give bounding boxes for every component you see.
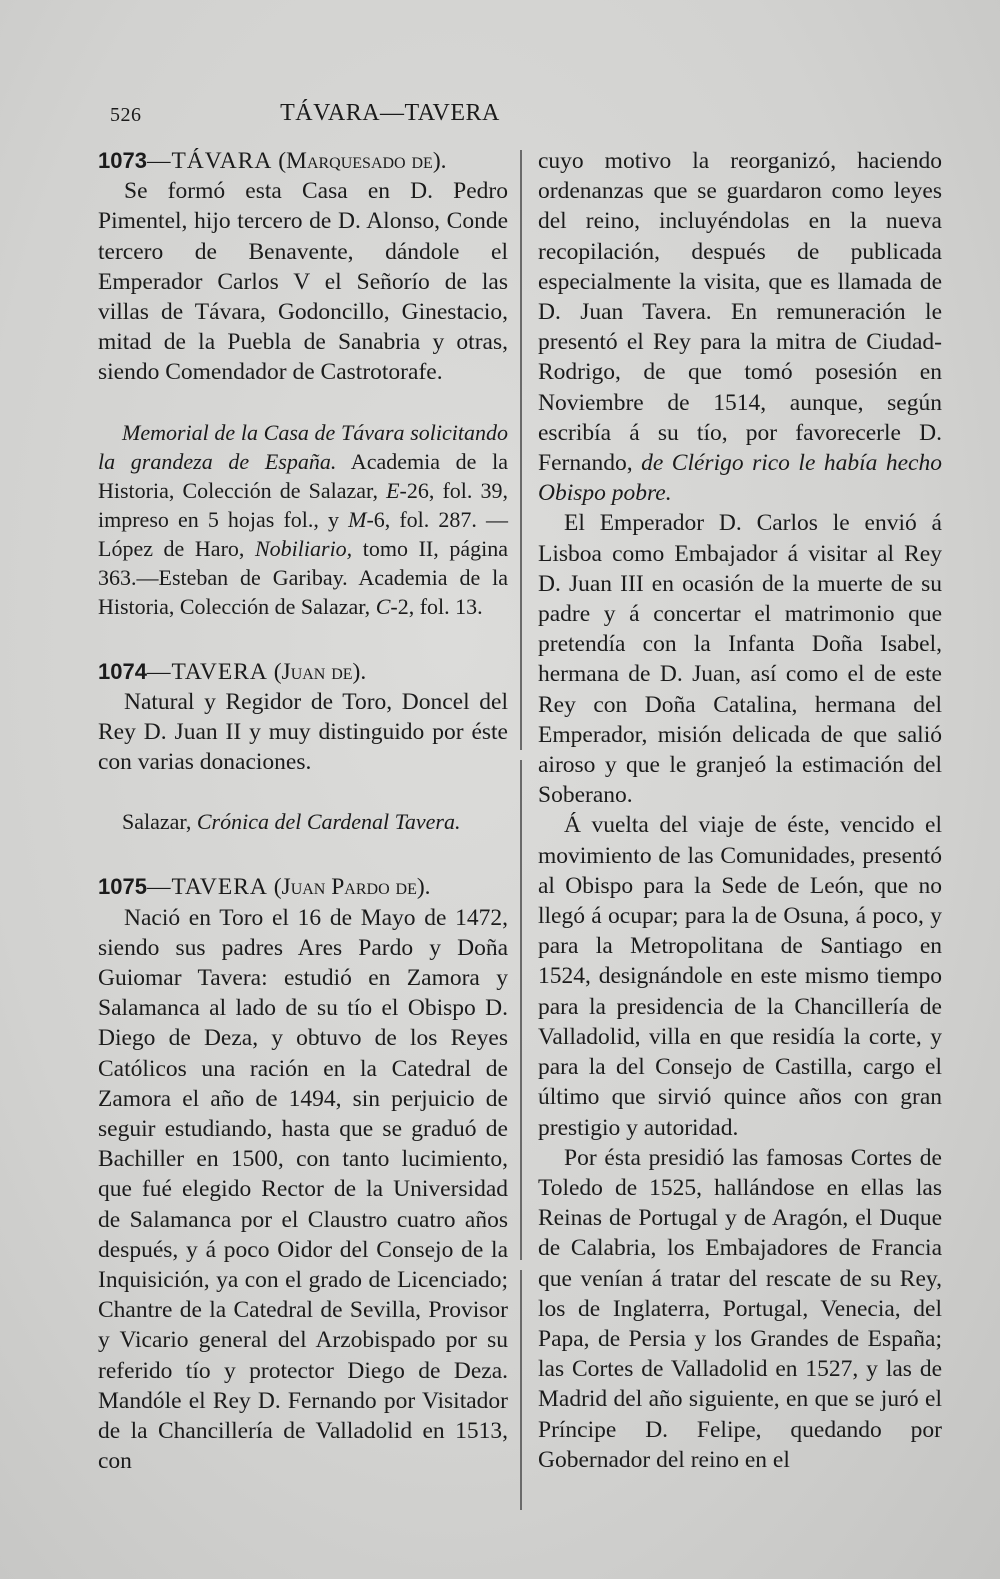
entry-1073-body: Se formó esta Casa en D. Pedro Pimentel, hijo tercero de D. Alonso, Conde tercero de Benavente, dándole el Emperador Carlos V el Señorío de las villas de Távara, Godoncillo, Ginestacio, mitad de la Puebla de Sanabria y otras, siendo Comendador de Castrotorafe. (98, 178, 508, 386)
ref-italic: E (386, 477, 400, 503)
entry-1074-references (98, 807, 508, 836)
entry-qualifier: (Juan Pardo de). (273, 874, 431, 901)
entry-name: —TAVERA (146, 658, 268, 685)
entry-qualifier: (Marquesado de). (278, 148, 447, 174)
quoted-phrase: de Clérigo rico le había hecho Obispo pobre. (538, 450, 942, 507)
entry-number: 1074 (98, 658, 147, 684)
entry-qualifier: (Juan de). (273, 658, 367, 685)
entry-1074-body: Natural y Regidor de Toro, Doncel del Rey D. Juan II y muy distinguido por éste con varias donaciones. (98, 688, 508, 776)
running-head (110, 100, 640, 132)
column-divider (520, 760, 522, 1260)
ref-text: tomo II, página 363.—Esteban de Garibay. Academia de la Historia, Colección de Salazar, (98, 535, 508, 619)
entry-1074-heading (98, 657, 508, 687)
entry-name: —TAVERA (146, 874, 268, 901)
page-number: 526 (110, 104, 142, 126)
right-paragraph-3: Á vuelta del viaje de éste, vencido el movimiento de las Comunidades, presentó al Obispo para la Sede de León, que no llegó á ocupar; para la de Osuna, á poco, y para la Metropolitana de Santiago en 1524, designándole en este mismo tiempo para la presidencia de la Chancillería de Valladolid, villa en que residía la corte, y para la del Consejo de Castilla, cargo el último que sirvió quince años con gran prestigio y autoridad. (538, 812, 942, 1141)
right-paragraph-2: El Emperador D. Carlos le envió á Lisboa como Embajador á visitar al Rey D. Juan III en ocasión de la muerte de su padre y á concertar el matrimonio que pretendía con la Infanta Doña Isabel, hermana de D. Juan, así como el de este Rey con Doña Catalina, hermana del Emperador, misión delicada de que salió airoso y que le granjeó la estimación del Soberano. (538, 510, 942, 809)
ref-italic: C (375, 593, 391, 619)
entry-1075-heading (98, 872, 508, 902)
spacer (98, 836, 508, 872)
column-divider (520, 1270, 522, 1510)
paragraph-text: cuyo motivo la reorganizó, haciendo ordenanzas que se guardaron como leyes del reino, incluyéndolas en la nueva recopilación, después de publicada especialmente la visita, que es llamada de D. Juan Tavera. En remuneración le presentó el Rey para la mitra de Ciudad-Rodrigo, de que tomó posesión en Noviembre de 1514, aunque, según escribía á su tío, por favorecerle D. Fernando, (538, 148, 942, 477)
entry-1075-body: Nació en Toro el 16 de Mayo de 1472, siendo sus padres Ares Pardo y Doña Guiomar Tavera: estudió en Zamora y Salamanca al lado de su tío el Obispo D. Diego de Deza, y obtuvo de los Reyes Católicos una ración en la Catedral de Zamora el año de 1494, sin perjuicio de seguir estudiando, hasta que se graduó de Bachiller en 1500, con tanto lucimiento, que fué elegido Rector de la Universidad de Salamanca por el Claustro cuatro años después, y á poco Oidor del Consejo de la Inquisición, ya con el grado de Licenciado; Chantre de la Catedral de Sevilla, Provisor y Vicario general del Arzobispado por su referido tío y protector Diego de Deza. Mandóle el Rey D. Fernando por Visitador de la Chancillería de Valladolid en 1513, con (98, 904, 508, 1475)
ref-text: -2, fol. 13. (390, 593, 483, 619)
ref-title: Memorial de la Casa de Távara solicitando la grandeza de España. (98, 419, 508, 474)
ref-text: -26, fol. 39, impreso en 5 hojas fol., y (98, 477, 509, 532)
ref-text: -6, fol. 287. —López de Haro, (98, 506, 508, 561)
entry-1073-references (98, 418, 508, 621)
left-column (98, 146, 508, 1477)
ref-italic: Nobiliario, (255, 535, 353, 561)
running-title: TÁVARA—TAVERA (280, 100, 500, 126)
right-paragraph-4: Por ésta presidió las famosas Cortes de Toledo de 1525, hallándose en ellas las Reinas de Portugal y de Aragón, el Duque de Calabria, los Embajadores de Francia que venían á tratar del rescate de su Rey, los de Inglaterra, Portugal, Venecia, del Papa, de Persia y los Grandes de España; las Cortes de Valladolid en 1527, y las de Madrid del año siguiente, en que se juró el Príncipe D. Felipe, quedando por Gobernador del reino en el (538, 1144, 942, 1473)
ref-italic: M (348, 506, 367, 532)
entry-number: 1073 (98, 148, 147, 173)
entry-number: 1075 (98, 874, 147, 900)
entry-1073-heading (98, 146, 508, 176)
column-divider (520, 150, 522, 750)
spacer (98, 621, 508, 657)
entry-name: —TÁVARA (146, 148, 273, 174)
ref-text: Salazar, (122, 809, 197, 835)
ref-text: Academia de la Historia, Colección de Salazar, (98, 448, 508, 503)
ref-title: Crónica del Cardenal Tavera. (196, 809, 461, 835)
right-column (538, 146, 942, 1475)
right-paragraph-1 (538, 146, 942, 508)
